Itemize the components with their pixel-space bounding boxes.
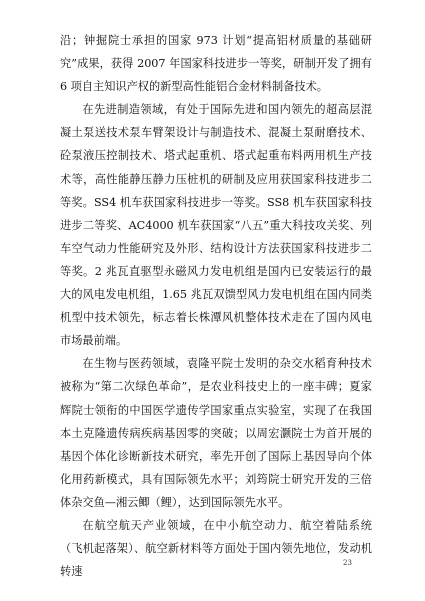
paragraph-aerospace: 在航空航天产业领域，在中小航空动力、航空着陆系统（飞机起落架）、航空新材料等方面处于国内领先地位，发动机转速 <box>60 518 372 579</box>
page-number: 23 <box>343 559 352 567</box>
paragraph-materials-continued: 沿；钟掘院士承担的国家 973 计划“提高铝材质量的基础研究”成果，获得 2007 年国家科技进步一等奖，研制开发了拥有 6 项自主知识产权的新型高性能铝合金材料制备技术。 <box>60 34 372 94</box>
paragraph-biomedicine: 在生物与医药领域，袁隆平院士发明的杂交水稻育种技术被称为“第二次绿色革命”，是农业科技史上的一座丰碑；夏家辉院士领衔的中国医学遗传学国家重点实验室，实现了在我国本土克隆遗传病疾病基因零的突破；以周宏灏院士为首开展的基因个体化诊断新技术研究，率先开创了国际上基因导向个体化用药新模式，具有国际领先水平；刘筠院士研究开发的三倍体杂交鱼—湘云鲫（鲤），达到国际领先水平。 <box>60 357 372 509</box>
body-text <box>60 29 372 583</box>
paragraph-advanced-manufacturing: 在先进制造领域，有处于国际先进和国内领先的超高层混凝土泵送技术泵车臂架设计与制造技术、混凝土泵耐磨技术、砼泵液压控制技术、塔式起重机、塔式起重布料两用机生产技术等，高性能静压静力压桩机的研制及应用获国家科技进步二等奖。SS4 机车获国家科技进步一等奖。SS8 机车获国家科技进步二等奖、AC4000 机车获国家“八五”重大科技攻关奖、列车空气动力性能研究及外形、结构设计方法获国家科技进步二等奖。2 兆瓦直驱型永磁风力发电机组是国内已安装运行的最大的风电发电机组，1.65 兆瓦双馈型风力发电机组在国内同类机型中技术领先，标志着长株潭风机整体技术走在了国内风电市场最前端。 <box>60 103 372 348</box>
